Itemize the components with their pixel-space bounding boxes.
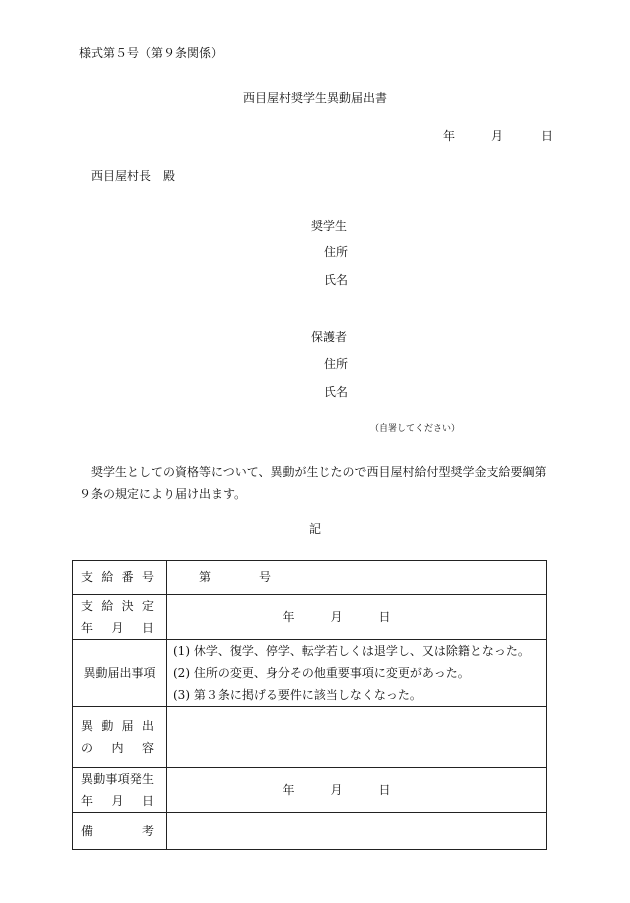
occurrence-date-label-line2: 年月日 bbox=[81, 794, 154, 808]
document-title: 西目屋村奨学生異動届出書 bbox=[242, 91, 387, 105]
content-label-line2: の内容 bbox=[81, 741, 154, 755]
occurrence-date-month: 月 bbox=[330, 782, 343, 797]
scholar-name-label: 氏名 bbox=[324, 273, 349, 287]
table-row-occurrence-date bbox=[73, 768, 547, 813]
decision-date-year: 年 bbox=[282, 609, 295, 624]
payment-number-go: 号 bbox=[259, 570, 272, 585]
remarks-value-cell[interactable] bbox=[167, 813, 547, 850]
table-row-decision-date bbox=[73, 595, 547, 640]
reason-options-cell[interactable] bbox=[167, 640, 547, 707]
statement-paragraph: 奨学生としての資格等について、異動が生じたので西目屋村給付型奨学金支給要綱第９条の規定により届け出ます。 bbox=[79, 465, 547, 501]
occurrence-date-year: 年 bbox=[282, 782, 295, 797]
decision-date-label-line1: 支給決定 bbox=[81, 599, 154, 613]
remarks-label: 備考 bbox=[81, 823, 154, 838]
payment-number-dai: 第 bbox=[199, 570, 212, 585]
signature-note: （自署してください） bbox=[370, 424, 461, 434]
reason-option-1[interactable]: (1) 休学、復学、停学、転学若しくは退学し、又は除籍となった。 bbox=[173, 644, 530, 658]
submission-date-day: 日 bbox=[541, 129, 554, 143]
guardian-heading: 保護者 bbox=[311, 330, 348, 344]
submission-date-month: 月 bbox=[491, 129, 504, 143]
content-label-line1: 異動届出 bbox=[81, 719, 154, 733]
reason-option-3[interactable]: (3) 第３条に掲げる要件に該当しなくなった。 bbox=[173, 688, 422, 702]
table-row-content bbox=[73, 707, 547, 768]
guardian-name-label: 氏名 bbox=[324, 385, 349, 399]
submission-date-year: 年 bbox=[443, 129, 456, 143]
scholar-heading: 奨学生 bbox=[311, 219, 348, 233]
table-row-remarks bbox=[73, 813, 547, 850]
payment-number-value-cell[interactable] bbox=[167, 561, 547, 595]
reason-label-cell bbox=[73, 640, 167, 707]
scholar-address-label: 住所 bbox=[324, 245, 349, 259]
occurrence-date-label-line1: 異動事項発生 bbox=[81, 772, 154, 786]
table-row-payment-number bbox=[73, 561, 547, 595]
decision-date-value-cell[interactable] bbox=[167, 595, 547, 640]
addressee: 西目屋村長 殿 bbox=[91, 169, 176, 183]
detail-table bbox=[72, 560, 547, 850]
ki-heading: 記 bbox=[308, 522, 321, 536]
remarks-label-cell bbox=[73, 813, 167, 850]
payment-number-label-cell bbox=[73, 561, 167, 595]
decision-date-label-cell bbox=[73, 595, 167, 640]
occurrence-date-label-cell bbox=[73, 768, 167, 813]
occurrence-date-day: 日 bbox=[378, 782, 391, 797]
form-number: 様式第５号（第９条関係） bbox=[79, 46, 224, 60]
reason-label: 異動届出事項 bbox=[83, 665, 156, 680]
content-label-cell bbox=[73, 707, 167, 768]
reason-option-2[interactable]: (2) 住所の変更、身分その他重要事項に変更があった。 bbox=[173, 666, 470, 680]
decision-date-label-line2: 年月日 bbox=[81, 621, 154, 635]
guardian-address-label: 住所 bbox=[324, 357, 349, 371]
decision-date-month: 月 bbox=[330, 609, 343, 624]
payment-number-label: 支給番号 bbox=[81, 570, 154, 585]
content-value-cell[interactable] bbox=[167, 707, 547, 768]
decision-date-day: 日 bbox=[378, 609, 391, 624]
occurrence-date-value-cell[interactable] bbox=[167, 768, 547, 813]
table-row-reason bbox=[73, 640, 547, 707]
